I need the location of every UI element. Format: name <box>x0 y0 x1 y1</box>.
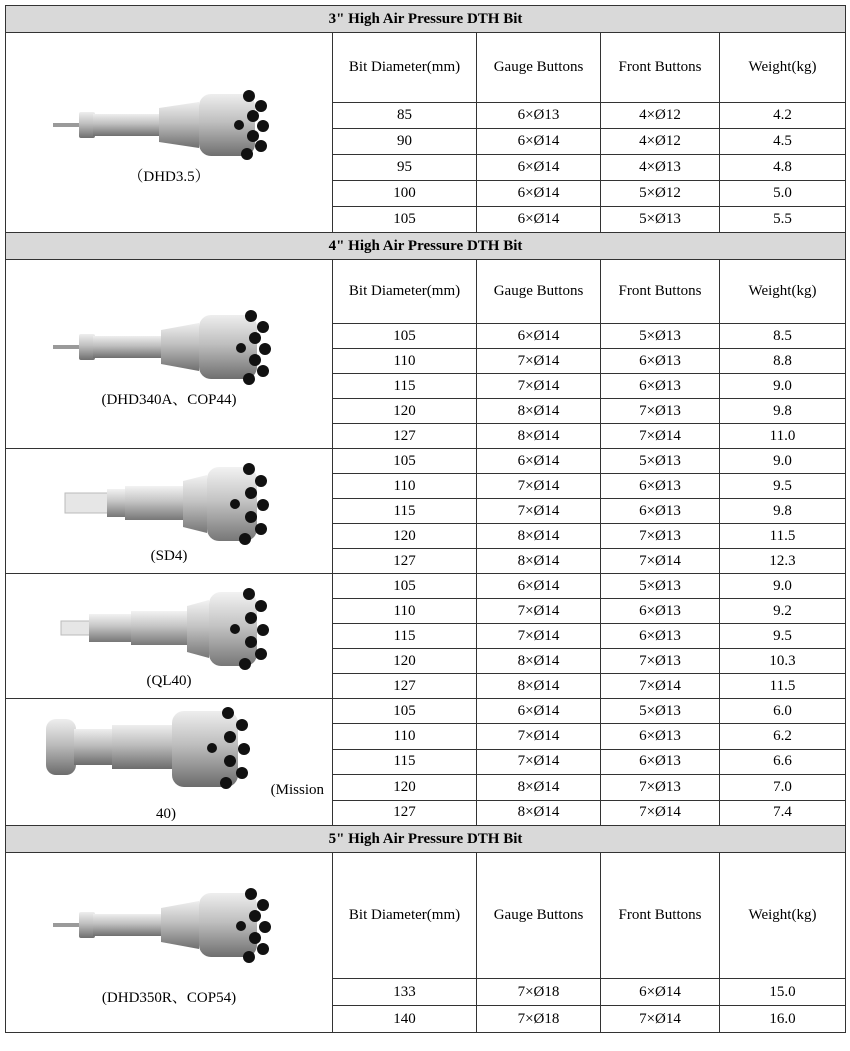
cell-weight: 7.0 <box>720 775 846 800</box>
header-row <box>6 260 846 324</box>
col-header-weight: Weight(kg) <box>720 853 846 979</box>
cell-gauge: 7×Ø14 <box>477 724 601 749</box>
cell-front: 6×Ø13 <box>601 724 720 749</box>
cell-weight: 4.2 <box>720 103 846 129</box>
dth-bit-mission-icon <box>40 703 260 793</box>
cell-gauge: 6×Ø13 <box>477 103 601 129</box>
dth-bit-spec-table <box>5 5 846 1033</box>
cell-front: 4×Ø12 <box>601 129 720 155</box>
cell-diameter: 110 <box>333 474 477 499</box>
cell-gauge: 7×Ø14 <box>477 749 601 774</box>
cell-front: 5×Ø13 <box>601 574 720 599</box>
cell-weight: 6.6 <box>720 749 846 774</box>
model-name: (DHD340A、COP44) <box>101 391 237 408</box>
cell-diameter: 110 <box>333 724 477 749</box>
section-title-4in: 4" High Air Pressure DTH Bit <box>6 233 846 260</box>
cell-gauge: 7×Ø18 <box>477 1006 601 1033</box>
section-title-row <box>6 233 846 260</box>
cell-diameter: 115 <box>333 374 477 399</box>
bit-image-cell <box>6 699 333 826</box>
cell-diameter: 110 <box>333 349 477 374</box>
cell-weight: 12.3 <box>720 549 846 574</box>
cell-weight: 4.8 <box>720 155 846 181</box>
col-header-diameter: Bit Diameter(mm) <box>333 260 477 324</box>
cell-weight: 9.2 <box>720 599 846 624</box>
cell-weight: 11.5 <box>720 674 846 699</box>
cell-weight: 4.5 <box>720 129 846 155</box>
header-row <box>6 33 846 103</box>
cell-diameter: 120 <box>333 399 477 424</box>
cell-diameter: 105 <box>333 699 477 724</box>
cell-gauge: 6×Ø14 <box>477 155 601 181</box>
model-name-part1: (Mission <box>270 782 324 798</box>
cell-front: 6×Ø13 <box>601 349 720 374</box>
cell-gauge: 6×Ø14 <box>477 129 601 155</box>
cell-gauge: 6×Ø14 <box>477 324 601 349</box>
section-title-5in: 5" High Air Pressure DTH Bit <box>6 826 846 853</box>
cell-front: 7×Ø14 <box>601 549 720 574</box>
cell-front: 6×Ø13 <box>601 474 720 499</box>
cell-weight: 5.5 <box>720 207 846 233</box>
table-row <box>6 699 846 724</box>
cell-diameter: 85 <box>333 103 477 129</box>
cell-front: 5×Ø13 <box>601 699 720 724</box>
cell-weight: 6.0 <box>720 699 846 724</box>
cell-gauge: 7×Ø18 <box>477 979 601 1006</box>
cell-diameter: 120 <box>333 775 477 800</box>
cell-weight: 9.0 <box>720 374 846 399</box>
cell-diameter: 127 <box>333 424 477 449</box>
cell-diameter: 90 <box>333 129 477 155</box>
cell-diameter: 115 <box>333 749 477 774</box>
cell-front: 7×Ø13 <box>601 649 720 674</box>
cell-gauge: 8×Ø14 <box>477 800 601 825</box>
cell-front: 5×Ø13 <box>601 324 720 349</box>
cell-gauge: 7×Ø14 <box>477 349 601 374</box>
cell-front: 7×Ø13 <box>601 524 720 549</box>
col-header-gauge: Gauge Buttons <box>477 853 601 979</box>
cell-gauge: 8×Ø14 <box>477 424 601 449</box>
cell-front: 6×Ø14 <box>601 979 720 1006</box>
cell-diameter: 110 <box>333 599 477 624</box>
cell-gauge: 8×Ø14 <box>477 399 601 424</box>
cell-gauge: 6×Ø14 <box>477 207 601 233</box>
cell-diameter: 120 <box>333 649 477 674</box>
section-title-row <box>6 826 846 853</box>
col-header-front: Front Buttons <box>601 853 720 979</box>
cell-gauge: 8×Ø14 <box>477 549 601 574</box>
cell-gauge: 6×Ø14 <box>477 181 601 207</box>
dth-bit-ql-icon <box>49 584 289 674</box>
cell-gauge: 8×Ø14 <box>477 649 601 674</box>
cell-diameter: 127 <box>333 800 477 825</box>
model-name-part2: 40) <box>156 806 176 822</box>
bit-image-cell <box>6 33 333 233</box>
cell-front: 7×Ø14 <box>601 424 720 449</box>
cell-weight: 9.0 <box>720 574 846 599</box>
cell-weight: 9.5 <box>720 474 846 499</box>
cell-diameter: 133 <box>333 979 477 1006</box>
cell-front: 7×Ø13 <box>601 775 720 800</box>
model-name: (DHD350R、COP54) <box>101 990 237 1006</box>
model-name: (SD4) <box>150 547 188 564</box>
cell-front: 6×Ø13 <box>601 499 720 524</box>
cell-front: 6×Ø13 <box>601 624 720 649</box>
cell-weight: 15.0 <box>720 979 846 1006</box>
cell-front: 7×Ø14 <box>601 674 720 699</box>
cell-diameter: 115 <box>333 499 477 524</box>
cell-diameter: 115 <box>333 624 477 649</box>
dth-bit-dhd-icon <box>49 301 289 393</box>
cell-gauge: 8×Ø14 <box>477 524 601 549</box>
bit-image-cell <box>6 574 333 699</box>
cell-weight: 6.2 <box>720 724 846 749</box>
cell-weight: 5.0 <box>720 181 846 207</box>
col-header-gauge: Gauge Buttons <box>477 33 601 103</box>
col-header-front: Front Buttons <box>601 33 720 103</box>
cell-diameter: 105 <box>333 324 477 349</box>
cell-diameter: 127 <box>333 549 477 574</box>
cell-weight: 16.0 <box>720 1006 846 1033</box>
cell-gauge: 6×Ø14 <box>477 574 601 599</box>
cell-weight: 9.5 <box>720 624 846 649</box>
cell-front: 7×Ø13 <box>601 399 720 424</box>
cell-front: 7×Ø14 <box>601 1006 720 1033</box>
cell-front: 6×Ø13 <box>601 599 720 624</box>
model-name: (QL40) <box>146 672 192 689</box>
bit-image-cell <box>6 260 333 449</box>
cell-gauge: 7×Ø14 <box>477 499 601 524</box>
section-title-row <box>6 6 846 33</box>
cell-weight: 9.0 <box>720 449 846 474</box>
dth-bit-dhd-icon <box>49 80 289 170</box>
cell-diameter: 95 <box>333 155 477 181</box>
cell-front: 4×Ø13 <box>601 155 720 181</box>
model-name: （DHD3.5） <box>128 169 210 185</box>
cell-diameter: 105 <box>333 574 477 599</box>
cell-front: 7×Ø14 <box>601 800 720 825</box>
cell-front: 4×Ø12 <box>601 103 720 129</box>
col-header-weight: Weight(kg) <box>720 260 846 324</box>
col-header-weight: Weight(kg) <box>720 33 846 103</box>
col-header-front: Front Buttons <box>601 260 720 324</box>
cell-gauge: 8×Ø14 <box>477 775 601 800</box>
cell-diameter: 105 <box>333 207 477 233</box>
cell-diameter: 105 <box>333 449 477 474</box>
cell-gauge: 7×Ø14 <box>477 474 601 499</box>
cell-front: 6×Ø13 <box>601 374 720 399</box>
table-row <box>6 574 846 599</box>
cell-front: 5×Ø13 <box>601 207 720 233</box>
cell-gauge: 7×Ø14 <box>477 599 601 624</box>
cell-diameter: 120 <box>333 524 477 549</box>
cell-gauge: 8×Ø14 <box>477 674 601 699</box>
cell-gauge: 7×Ø14 <box>477 624 601 649</box>
cell-front: 5×Ø13 <box>601 449 720 474</box>
cell-weight: 8.5 <box>720 324 846 349</box>
table-row <box>6 449 846 474</box>
cell-weight: 7.4 <box>720 800 846 825</box>
cell-gauge: 6×Ø14 <box>477 449 601 474</box>
section-title-3in: 3" High Air Pressure DTH Bit <box>6 6 846 33</box>
cell-front: 6×Ø13 <box>601 749 720 774</box>
header-row <box>6 853 846 979</box>
dth-bit-sd-icon <box>49 459 289 549</box>
cell-weight: 10.3 <box>720 649 846 674</box>
cell-weight: 8.8 <box>720 349 846 374</box>
col-header-diameter: Bit Diameter(mm) <box>333 853 477 979</box>
cell-diameter: 127 <box>333 674 477 699</box>
cell-weight: 9.8 <box>720 399 846 424</box>
col-header-gauge: Gauge Buttons <box>477 260 601 324</box>
bit-image-cell <box>6 853 333 1033</box>
cell-gauge: 6×Ø14 <box>477 699 601 724</box>
dth-bit-dhd-icon <box>49 879 289 971</box>
cell-diameter: 100 <box>333 181 477 207</box>
cell-weight: 11.5 <box>720 524 846 549</box>
cell-front: 5×Ø12 <box>601 181 720 207</box>
col-header-diameter: Bit Diameter(mm) <box>333 33 477 103</box>
cell-gauge: 7×Ø14 <box>477 374 601 399</box>
bit-image-cell <box>6 449 333 574</box>
cell-diameter: 140 <box>333 1006 477 1033</box>
cell-weight: 9.8 <box>720 499 846 524</box>
cell-weight: 11.0 <box>720 424 846 449</box>
